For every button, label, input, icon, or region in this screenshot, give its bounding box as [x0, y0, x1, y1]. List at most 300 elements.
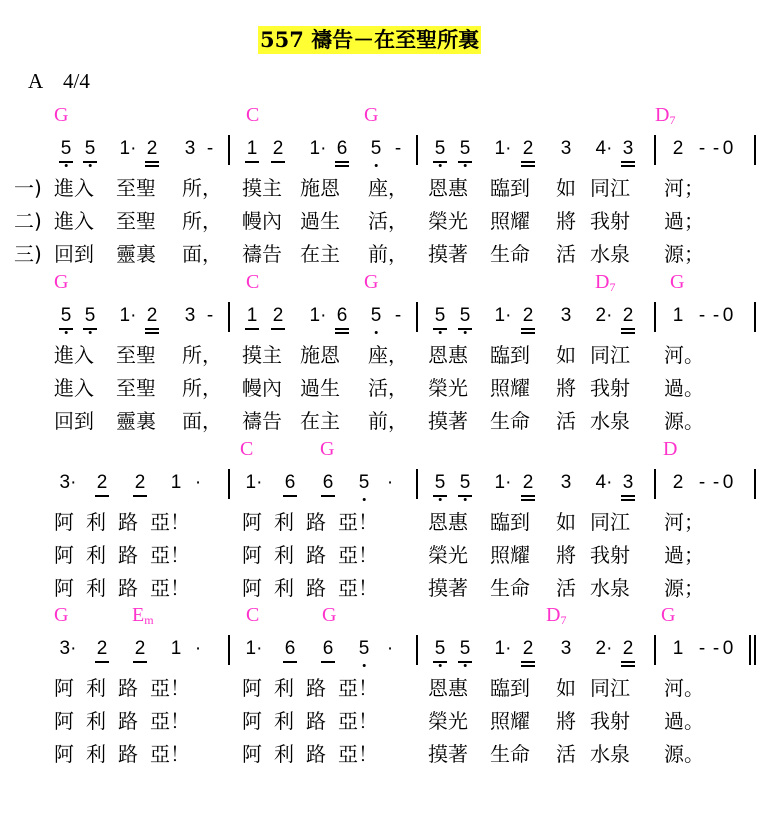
barline	[416, 302, 418, 332]
numbered-note	[337, 304, 348, 328]
lyric-word: 利	[86, 576, 106, 600]
note-digit: 1·	[494, 472, 512, 493]
chord-symbol	[364, 104, 378, 126]
barline	[654, 469, 656, 499]
rhythm-underline	[145, 161, 159, 163]
rhythm-underline	[335, 165, 349, 167]
lyric-word: 臨到	[490, 343, 530, 367]
numbered-note	[323, 471, 334, 495]
lyric-word: 面，	[182, 409, 222, 433]
rhythm-underline	[458, 661, 472, 663]
chord-root: D	[595, 271, 610, 293]
note-digit: -	[206, 305, 214, 326]
lyric-word: 同江	[590, 510, 630, 534]
lyric-word: 活	[556, 409, 576, 433]
lyric-word: 幔內	[242, 209, 282, 233]
chord-symbol	[546, 604, 566, 631]
chord-root: C	[240, 438, 254, 460]
lyric-word: 河。	[664, 676, 704, 700]
chord-root: E	[132, 604, 145, 626]
note-digit: 2	[272, 138, 284, 159]
note-digit: 1	[246, 138, 258, 159]
rhythm-underline	[521, 665, 535, 667]
lyric-word: 利	[274, 576, 294, 600]
lyric-word: 過生	[300, 209, 340, 233]
chord-symbol	[663, 438, 677, 460]
numbered-note	[135, 637, 146, 661]
lyric-word: 禱告	[242, 409, 282, 433]
note-digit: 1·	[309, 305, 327, 326]
note-digit: 5	[84, 138, 96, 159]
lyric-word: 路	[118, 576, 138, 600]
note-digit: 1·	[245, 472, 263, 493]
numbered-note	[387, 637, 393, 661]
numbered-note	[699, 471, 705, 495]
rhythm-underline	[521, 661, 535, 663]
lyric-word: 我射	[590, 209, 630, 233]
numbered-note	[713, 304, 719, 328]
rhythm-underline	[621, 495, 635, 497]
note-digit: -	[698, 638, 706, 659]
numbered-note	[723, 471, 734, 495]
rhythm-underline	[521, 328, 535, 330]
rhythm-underline	[83, 161, 97, 163]
numbered-note	[596, 471, 613, 495]
numbered-note	[435, 137, 446, 161]
note-digit: 2	[672, 472, 684, 493]
lyric-word: 榮光	[428, 209, 468, 233]
note-digit: ·	[386, 638, 394, 659]
numbered-note	[387, 471, 393, 495]
note-digit: -	[712, 138, 720, 159]
lyric-word: 我射	[590, 543, 630, 567]
lyric-word: 活	[556, 742, 576, 766]
note-digit: 5	[358, 638, 370, 659]
numbered-note	[495, 137, 512, 161]
rhythm-underline	[95, 661, 109, 663]
chord-symbol	[670, 271, 684, 293]
barline	[416, 135, 418, 165]
chord-symbol	[655, 104, 675, 131]
barline	[228, 635, 230, 665]
rhythm-underline	[133, 495, 147, 497]
rhythm-underline	[335, 332, 349, 334]
numbered-note	[97, 637, 108, 661]
chord-symbol	[246, 104, 259, 126]
lyric-word: 利	[86, 510, 106, 534]
lyric-word: 進入	[54, 376, 94, 400]
numbered-note	[673, 137, 684, 161]
numbered-note	[673, 637, 684, 661]
note-digit: 1·	[119, 305, 137, 326]
note-digit: 5	[358, 472, 370, 493]
lyric-word: 阿	[54, 742, 74, 766]
note-digit: 5	[434, 305, 446, 326]
numbered-note	[495, 304, 512, 328]
lyric-word: 榮光	[428, 709, 468, 733]
note-digit: 5	[60, 138, 72, 159]
lyric-word: 利	[86, 709, 106, 733]
note-digit: 3·	[59, 472, 77, 493]
chord-symbol	[54, 271, 68, 293]
chord-symbol	[240, 438, 253, 460]
lyric-word: 如	[556, 343, 576, 367]
note-digit: 6	[284, 638, 296, 659]
lyric-word: 阿	[54, 510, 74, 534]
lyric-word: 摸著	[428, 742, 468, 766]
chord-root: G	[320, 438, 335, 460]
chord-root: G	[54, 104, 69, 126]
lyric-word: 河。	[664, 343, 704, 367]
lyric-word: 亞！	[338, 510, 378, 534]
lyric-word: 至聖	[116, 209, 156, 233]
lyric-word: 亞！	[150, 543, 190, 567]
lyric-word: 路	[118, 676, 138, 700]
rhythm-underline	[283, 661, 297, 663]
barline	[228, 302, 230, 332]
note-digit: 2	[522, 638, 534, 659]
lyric-word: 將	[556, 376, 576, 400]
lyric-word: 將	[556, 209, 576, 233]
note-digit: -	[698, 138, 706, 159]
lyric-word: 照耀	[490, 209, 530, 233]
note-digit: 5	[434, 138, 446, 159]
numbered-note	[523, 471, 534, 495]
numbered-note	[495, 637, 512, 661]
lyric-word: 阿	[54, 676, 74, 700]
lyric-word: 所，	[182, 376, 222, 400]
numbered-note	[495, 471, 512, 495]
note-digit: 6	[336, 305, 348, 326]
lyric-word: 路	[118, 510, 138, 534]
lyric-word: 所，	[182, 343, 222, 367]
rhythm-underline	[521, 332, 535, 334]
note-digit: 0	[722, 638, 734, 659]
numbered-note	[310, 137, 327, 161]
note-digit: 6	[322, 638, 334, 659]
note-digit: 1·	[494, 638, 512, 659]
key-signature: A 4/4	[28, 69, 90, 93]
note-digit: 5	[60, 305, 72, 326]
note-digit: 2	[522, 472, 534, 493]
note-digit: -	[394, 305, 402, 326]
note-digit: 5	[370, 138, 382, 159]
lyric-word: 利	[274, 510, 294, 534]
chord-suffix: 7	[669, 113, 676, 127]
rhythm-underline	[245, 161, 259, 163]
numbered-note	[699, 137, 705, 161]
chord-root: G	[670, 271, 685, 293]
lyric-word: 河；	[664, 510, 704, 534]
rhythm-underline	[621, 665, 635, 667]
note-digit: 3	[560, 305, 572, 326]
numbered-note	[185, 137, 196, 161]
note-digit: 5	[459, 138, 471, 159]
lyric-word: 路	[118, 742, 138, 766]
lyric-word: 摸主	[242, 176, 282, 200]
chord-symbol	[132, 604, 154, 631]
note-digit: 1·	[119, 138, 137, 159]
rhythm-underline	[335, 161, 349, 163]
note-digit: -	[698, 472, 706, 493]
lyric-word: 恩惠	[428, 676, 468, 700]
lyric-word: 亞！	[338, 742, 378, 766]
lyric-word: 一)	[14, 176, 42, 200]
note-digit: 1·	[309, 138, 327, 159]
barline	[754, 302, 756, 332]
note-digit: 3	[560, 638, 572, 659]
chord-root: G	[54, 604, 69, 626]
numbered-note	[207, 304, 213, 328]
lyric-word: 過。	[664, 709, 704, 733]
lyric-word: 摸主	[242, 343, 282, 367]
lyric-word: 河；	[664, 176, 704, 200]
barline	[654, 135, 656, 165]
rhythm-underline	[321, 661, 335, 663]
note-digit: ·	[194, 638, 202, 659]
numbered-note	[359, 471, 370, 495]
lyric-word: 進入	[54, 209, 94, 233]
note-digit: -	[712, 638, 720, 659]
lyric-word: 如	[556, 510, 576, 534]
lyric-word: 靈裏	[116, 409, 156, 433]
lyric-word: 路	[306, 742, 326, 766]
lyric-word: 源。	[664, 742, 704, 766]
numbered-note	[523, 304, 534, 328]
barline	[754, 135, 756, 165]
lyric-word: 前，	[368, 242, 408, 266]
chord-root: G	[54, 271, 69, 293]
numbered-note	[171, 471, 182, 495]
note-digit: 3	[622, 472, 634, 493]
note-digit: 2	[622, 305, 634, 326]
chord-root: C	[246, 271, 260, 293]
note-digit: 2·	[595, 638, 613, 659]
note-digit: 5	[370, 305, 382, 326]
chord-suffix: 7	[609, 280, 616, 294]
numbered-note	[623, 637, 634, 661]
note-digit: -	[712, 305, 720, 326]
lyric-word: 路	[306, 676, 326, 700]
lyric-word: 亞！	[150, 709, 190, 733]
numbered-note	[273, 137, 284, 161]
lyric-word: 水泉	[590, 409, 630, 433]
numbered-note	[713, 637, 719, 661]
lyric-word: 阿	[54, 543, 74, 567]
lyric-word: 阿	[242, 709, 262, 733]
rhythm-underline	[83, 328, 97, 330]
numbered-note	[395, 304, 401, 328]
chord-symbol	[246, 271, 259, 293]
lyric-word: 阿	[242, 742, 262, 766]
lyric-word: 阿	[54, 576, 74, 600]
lyric-word: 進入	[54, 343, 94, 367]
note-digit: 3	[622, 138, 634, 159]
numbered-note	[435, 471, 446, 495]
numbered-note	[723, 637, 734, 661]
numbered-note	[460, 637, 471, 661]
numbered-note	[61, 304, 72, 328]
lyric-word: 生命	[490, 576, 530, 600]
note-digit: 5	[84, 305, 96, 326]
lyric-word: 亞！	[150, 676, 190, 700]
rhythm-underline	[521, 495, 535, 497]
numbered-note	[460, 137, 471, 161]
note-digit: 6	[322, 472, 334, 493]
lyric-word: 同江	[590, 676, 630, 700]
lyric-word: 在主	[300, 409, 340, 433]
numbered-note	[460, 304, 471, 328]
note-digit: 1	[672, 305, 684, 326]
rhythm-underline	[621, 332, 635, 334]
note-digit: 2	[146, 305, 158, 326]
note-digit: 1·	[245, 638, 263, 659]
numbered-note	[523, 137, 534, 161]
numbered-note	[596, 637, 613, 661]
note-digit: 2	[272, 305, 284, 326]
numbered-note	[207, 137, 213, 161]
lyric-word: 禱告	[242, 242, 282, 266]
rhythm-underline	[621, 499, 635, 501]
numbered-note	[323, 637, 334, 661]
numbered-note	[395, 137, 401, 161]
rhythm-underline	[458, 161, 472, 163]
lyric-word: 水泉	[590, 576, 630, 600]
lyric-word: 如	[556, 676, 576, 700]
lyric-word: 榮光	[428, 543, 468, 567]
numbered-note	[713, 137, 719, 161]
lyric-word: 源；	[664, 242, 704, 266]
note-digit: ·	[386, 472, 394, 493]
rhythm-underline	[458, 495, 472, 497]
numbered-note	[596, 137, 613, 161]
rhythm-underline	[145, 332, 159, 334]
note-digit: 3	[560, 472, 572, 493]
numbered-note	[561, 471, 572, 495]
numbered-note	[435, 304, 446, 328]
numbered-note	[713, 471, 719, 495]
note-digit: 3	[560, 138, 572, 159]
rhythm-underline	[621, 161, 635, 163]
chord-symbol	[595, 271, 615, 298]
rhythm-underline	[59, 328, 73, 330]
note-digit: 6	[336, 138, 348, 159]
chord-symbol	[322, 604, 336, 626]
note-digit: 1·	[494, 305, 512, 326]
lyric-word: 我射	[590, 709, 630, 733]
note-digit: 2	[522, 138, 534, 159]
lyric-word: 活，	[368, 376, 408, 400]
numbered-note	[623, 471, 634, 495]
rhythm-underline	[271, 328, 285, 330]
lyric-word: 活	[556, 242, 576, 266]
lyric-word: 利	[274, 742, 294, 766]
rhythm-underline	[321, 495, 335, 497]
lyric-word: 臨到	[490, 676, 530, 700]
numbered-note	[135, 471, 146, 495]
numbered-note	[247, 137, 258, 161]
lyric-word: 利	[86, 676, 106, 700]
chord-symbol	[661, 604, 675, 626]
lyric-word: 施恩	[300, 343, 340, 367]
rhythm-underline	[95, 495, 109, 497]
chord-symbol	[54, 104, 68, 126]
barline	[654, 302, 656, 332]
lyric-word: 二)	[14, 209, 42, 233]
numbered-note	[171, 637, 182, 661]
barline	[754, 635, 756, 665]
barline	[754, 469, 756, 499]
lyric-word: 利	[86, 543, 106, 567]
chord-root: G	[364, 271, 379, 293]
note-digit: 1	[672, 638, 684, 659]
rhythm-underline	[621, 328, 635, 330]
rhythm-underline	[59, 161, 73, 163]
note-digit: -	[712, 472, 720, 493]
lyric-word: 我射	[590, 376, 630, 400]
lyric-word: 前，	[368, 409, 408, 433]
lyric-word: 利	[274, 543, 294, 567]
numbered-note	[523, 637, 534, 661]
lyric-word: 回到	[54, 409, 94, 433]
lyric-word: 亞！	[338, 576, 378, 600]
numbered-note	[147, 137, 158, 161]
rhythm-underline	[145, 165, 159, 167]
chord-root: G	[364, 104, 379, 126]
note-digit: 2	[134, 638, 146, 659]
note-digit: 4·	[595, 138, 613, 159]
numbered-note	[673, 471, 684, 495]
note-digit: ·	[194, 472, 202, 493]
note-digit: 5	[434, 638, 446, 659]
numbered-note	[285, 637, 296, 661]
numbered-note	[699, 304, 705, 328]
chord-root: C	[246, 104, 260, 126]
numbered-note	[561, 137, 572, 161]
lyric-word: 過生	[300, 376, 340, 400]
chord-symbol	[320, 438, 334, 460]
lyric-word: 將	[556, 543, 576, 567]
chord-suffix: m	[144, 613, 154, 627]
numbered-note	[359, 637, 370, 661]
note-digit: 3	[184, 305, 196, 326]
numbered-note	[673, 304, 684, 328]
note-digit: 6	[284, 472, 296, 493]
lyric-word: 摸著	[428, 242, 468, 266]
rhythm-underline	[433, 328, 447, 330]
rhythm-underline	[458, 328, 472, 330]
rhythm-underline	[433, 661, 447, 663]
lyric-word: 照耀	[490, 543, 530, 567]
lyric-word: 照耀	[490, 376, 530, 400]
lyric-word: 水泉	[590, 742, 630, 766]
rhythm-underline	[521, 499, 535, 501]
lyric-word: 座，	[368, 176, 408, 200]
lyric-word: 同江	[590, 176, 630, 200]
rhythm-underline	[335, 328, 349, 330]
note-digit: 0	[722, 305, 734, 326]
numbered-note	[85, 137, 96, 161]
lyric-word: 恩惠	[428, 343, 468, 367]
lyric-word: 阿	[242, 510, 262, 534]
lyric-word: 源。	[664, 409, 704, 433]
chord-root: C	[246, 604, 260, 626]
rhythm-underline	[271, 161, 285, 163]
lyric-word: 生命	[490, 409, 530, 433]
rhythm-underline	[245, 328, 259, 330]
lyric-word: 臨到	[490, 510, 530, 534]
note-digit: 3	[184, 138, 196, 159]
